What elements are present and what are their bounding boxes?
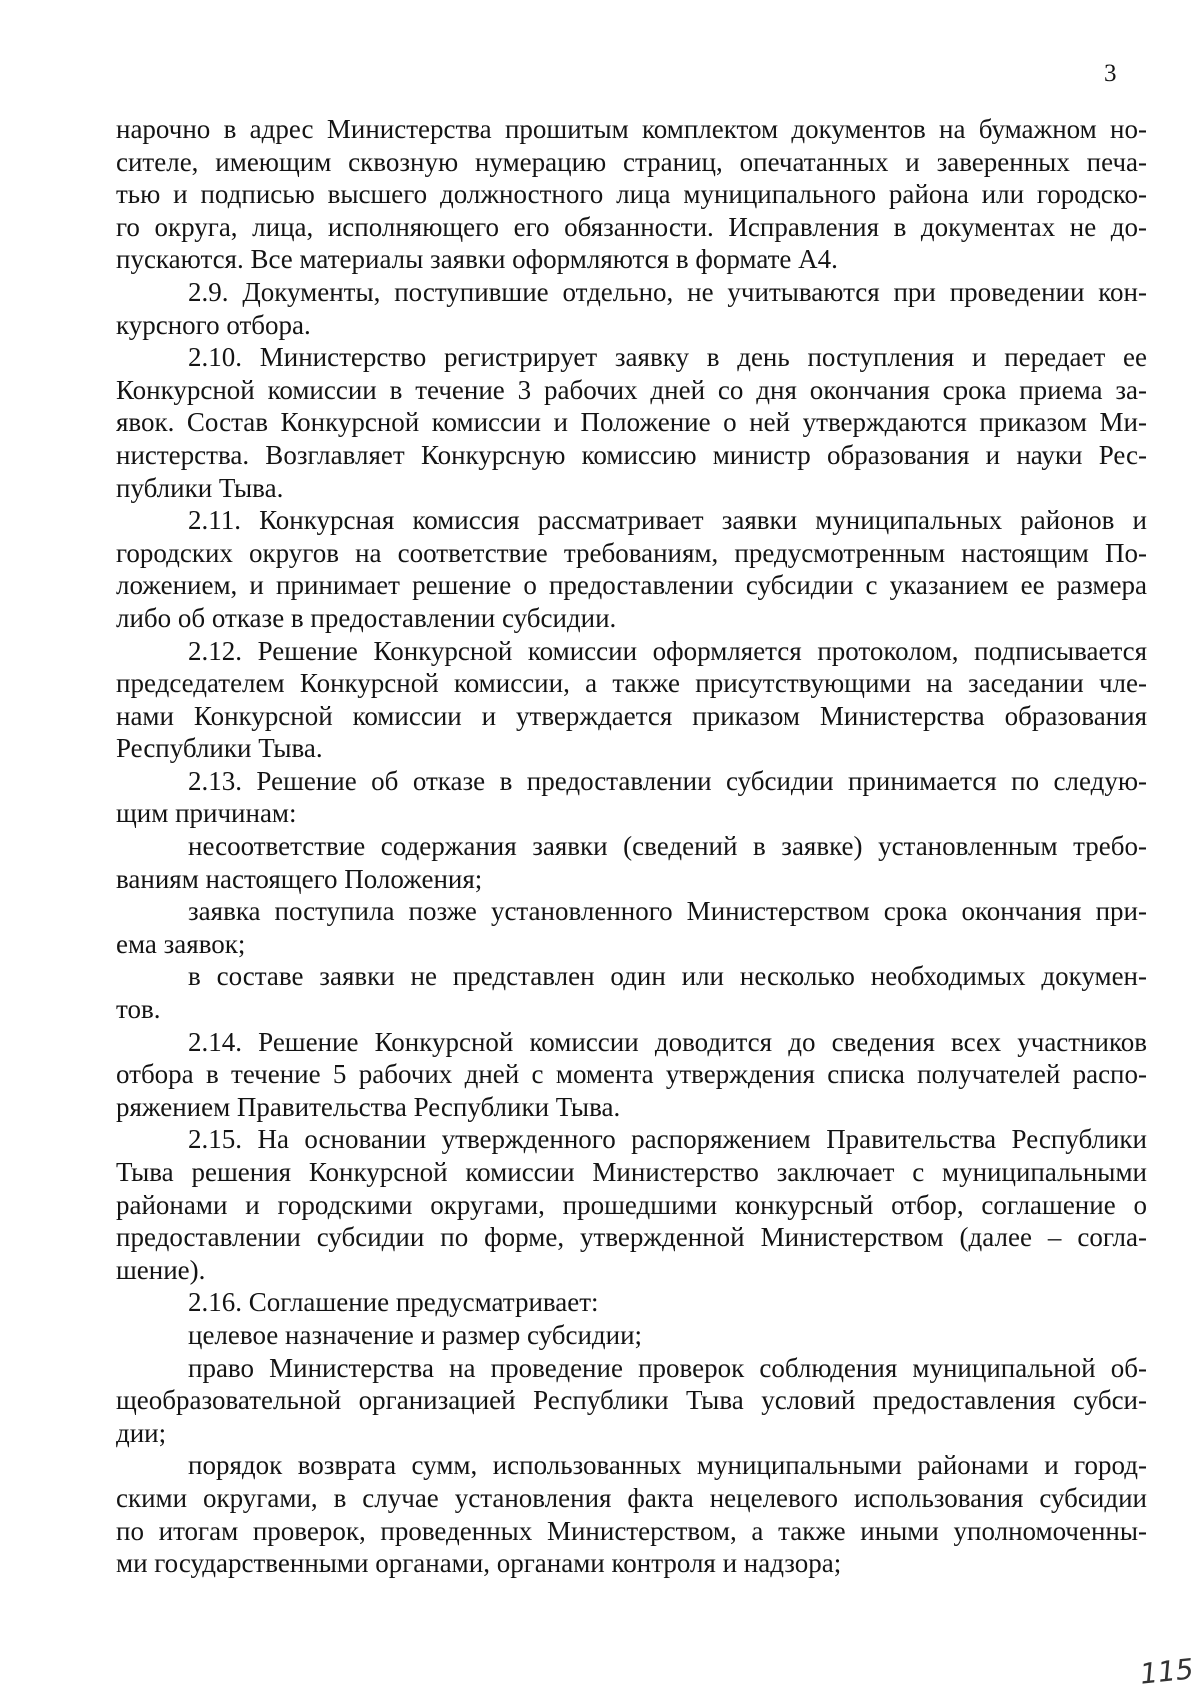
text-line: ема заявок; <box>116 928 246 959</box>
text-line: нистерства. Возглавляет Конкурсную комиссию министр образования и науки Рес- <box>116 439 1147 470</box>
text-line: нами Конкурсной комиссии и утверждается приказом Министерства образования <box>116 700 1147 731</box>
text-line: ми государственными органами, органами контроля и надзора; <box>116 1548 842 1579</box>
text-line: 2.10. Министерство регистрирует заявку в день поступления и передает ее <box>188 342 1147 373</box>
document-body <box>116 113 1147 1580</box>
text-line: пускаются. Все материалы заявки оформляются в формате А4. <box>116 244 838 275</box>
text-line: Тыва решения Конкурсной комиссии Министерство заключает с муниципальными <box>116 1157 1147 1187</box>
text-line: явок. Состав Конкурсной комиссии и Положение о ней утверждаются приказом Ми- <box>116 407 1147 438</box>
text-line: публики Тыва. <box>116 472 284 503</box>
text-line: 2.12. Решение Конкурсной комиссии оформляется протоколом, подписывается <box>188 635 1147 666</box>
text-line: отбора в течение 5 рабочих дней с момента утверждения списка получателей распо- <box>116 1059 1147 1090</box>
text-line: 2.16. Соглашение предусматривает: <box>188 1287 599 1318</box>
text-line: несоответствие содержания заявки (сведений в заявке) установленным требо- <box>188 831 1147 862</box>
text-line: 2.13. Решение об отказе в предоставлении субсидии принимается по следую- <box>188 765 1147 796</box>
text-line: сителе, имеющим сквозную нумерацию страниц, опечатанных и заверенных печа- <box>116 146 1147 177</box>
text-line: в составе заявки не представлен один или несколько необходимых докумен- <box>188 961 1147 992</box>
page-number: 3 <box>1104 60 1117 87</box>
text-line: порядок возврата сумм, использованных муниципальными районами и город- <box>188 1450 1147 1481</box>
text-line: скими округами, в случае установления факта нецелевого использования субсидии <box>116 1482 1147 1513</box>
text-line: районами и городскими округами, прошедшими конкурсный отбор, соглашение о <box>116 1189 1147 1220</box>
text-line: председателем Конкурсной комиссии, а также присутствующими на заседании чле- <box>116 668 1147 699</box>
text-line: тов. <box>116 994 161 1025</box>
text-line: нарочно в адрес Министерства прошитым комплектом документов на бумажном но- <box>116 114 1147 144</box>
text-line: предоставлении субсидии по форме, утвержденной Министерством (далее – согла- <box>116 1222 1147 1253</box>
text-line: Конкурсной комиссии в течение 3 рабочих дней со дня окончания срока приема за- <box>116 374 1147 405</box>
text-line: 2.14. Решение Конкурсной комиссии доводится до сведения всех участников <box>188 1026 1147 1057</box>
text-line: курсного отбора. <box>116 309 311 340</box>
text-line: дии; <box>116 1417 167 1448</box>
text-line: либо об отказе в предоставлении субсидии. <box>116 602 617 633</box>
text-line: щеобразовательной организацией Республики Тыва условий предоставления субси- <box>116 1385 1147 1416</box>
text-line: шение). <box>116 1254 206 1285</box>
text-line: го округа, лица, исполняющего его обязанности. Исправления в документах не до- <box>116 211 1147 242</box>
text-line: заявка поступила позже установленного Министерством срока окончания при- <box>188 896 1147 927</box>
text-line: 2.9. Документы, поступившие отдельно, не учитываются при проведении кон- <box>188 276 1147 307</box>
text-line: по итогам проверок, проведенных Министерством, а также иными уполномоченны- <box>116 1515 1147 1546</box>
text-line: ваниям настоящего Положения; <box>116 863 483 894</box>
text-line: ряжением Правительства Республики Тыва. <box>116 1091 621 1122</box>
text-line: городских округов на соответствие требованиям, предусмотренным настоящим По- <box>116 537 1147 568</box>
text-line: право Министерства на проведение проверок соблюдения муниципальной об- <box>188 1352 1147 1383</box>
text-line: Республики Тыва. <box>116 733 323 764</box>
text-line: 2.15. На основании утвержденного распоряжением Правительства Республики <box>188 1124 1147 1155</box>
text-line: ложением, и принимает решение о предоставлении субсидии с указанием ее размера <box>116 570 1147 601</box>
text-line: тью и подписью высшего должностного лица муниципального района или городско- <box>116 179 1147 210</box>
text-line: целевое назначение и размер субсидии; <box>188 1319 643 1350</box>
text-line: щим причинам: <box>116 798 297 829</box>
handwritten-page-number: 115 <box>1138 1652 1196 1691</box>
text-line: 2.11. Конкурсная комиссия рассматривает заявки муниципальных районов и <box>188 505 1147 536</box>
